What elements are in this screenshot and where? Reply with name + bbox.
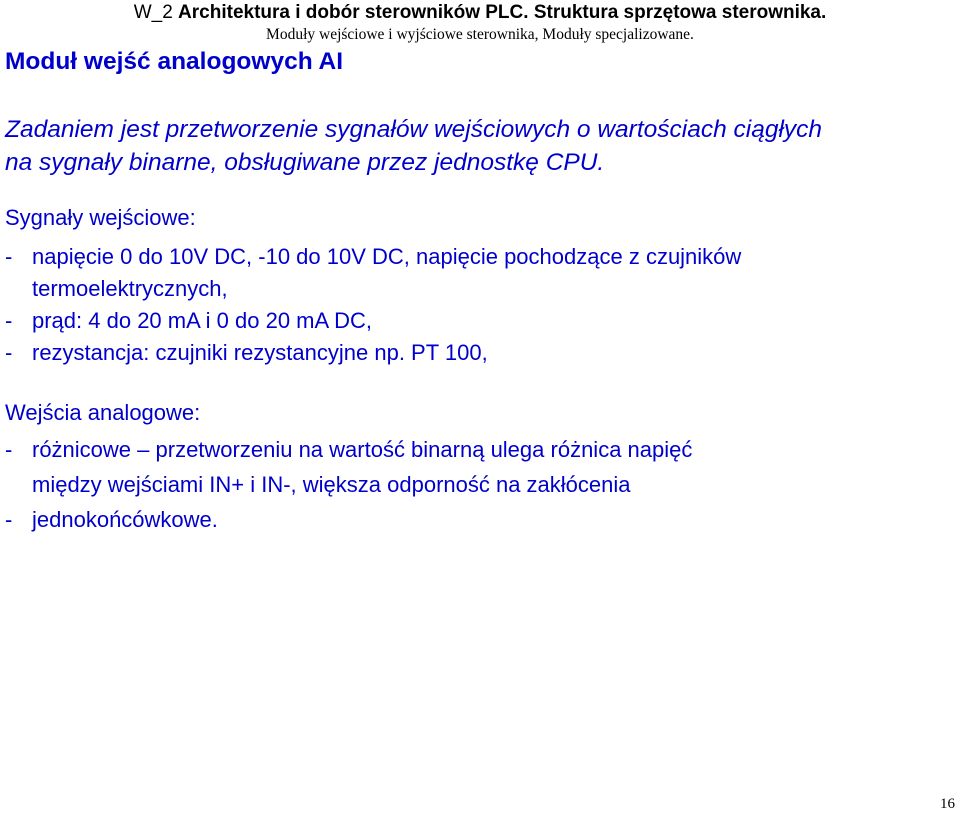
lecture-title: Architektura i dobór sterowników PLC. Struktura sprzętowa sterownika. [178, 2, 827, 23]
list-item-continuation [5, 273, 741, 305]
intro-paragraph [5, 113, 822, 179]
list-item-text: między wejściami IN+ i IN-, większa odporność na zakłócenia [32, 472, 631, 497]
intro-line: Zadaniem jest przetworzenie sygnałów wejściowych o wartościach ciągłych [5, 116, 823, 143]
intro-line: na sygnały binarne, obsługiwane przez jednostkę CPU. [5, 149, 605, 176]
slide-title: Moduł wejść analogowych AI [5, 48, 344, 75]
list-bullet: - [5, 244, 13, 269]
list-item [5, 502, 692, 537]
list-bullet: - [5, 507, 13, 532]
list-item-text: napięcie 0 do 10V DC, -10 do 10V DC, napięcie pochodzące z czujników [32, 244, 742, 269]
page-number: 16 [940, 796, 955, 812]
list-item-text: różnicowe – przetworzeniu na wartość binarną ulega różnica napięć [32, 437, 693, 462]
analog-inputs-heading: Wejścia analogowe: [5, 400, 201, 425]
list-item [5, 432, 692, 467]
list-item-text: rezystancja: czujniki rezystancyjne np. PT 100, [32, 340, 488, 365]
list-item-text: jednokońcówkowe. [32, 507, 218, 532]
list-item [5, 305, 741, 337]
lecture-code: W_2 [133, 2, 173, 23]
list-item [5, 241, 741, 273]
list-bullet: - [5, 340, 13, 365]
lecture-subtitle: Moduły wejściowe i wyjściowe sterownika, Moduły specjalizowane. [266, 26, 694, 43]
list-item-text: prąd: 4 do 20 mA i 0 do 20 mA DC, [32, 308, 372, 333]
list-item-text: termoelektrycznych, [32, 276, 228, 301]
analog-inputs-list [5, 432, 692, 537]
list-item [5, 337, 741, 369]
input-signals-list [5, 241, 741, 369]
list-item-continuation [5, 467, 692, 502]
list-bullet: - [5, 308, 13, 333]
list-bullet: - [5, 437, 13, 462]
input-signals-heading: Sygnały wejściowe: [5, 205, 196, 230]
document-header [0, 2, 960, 24]
